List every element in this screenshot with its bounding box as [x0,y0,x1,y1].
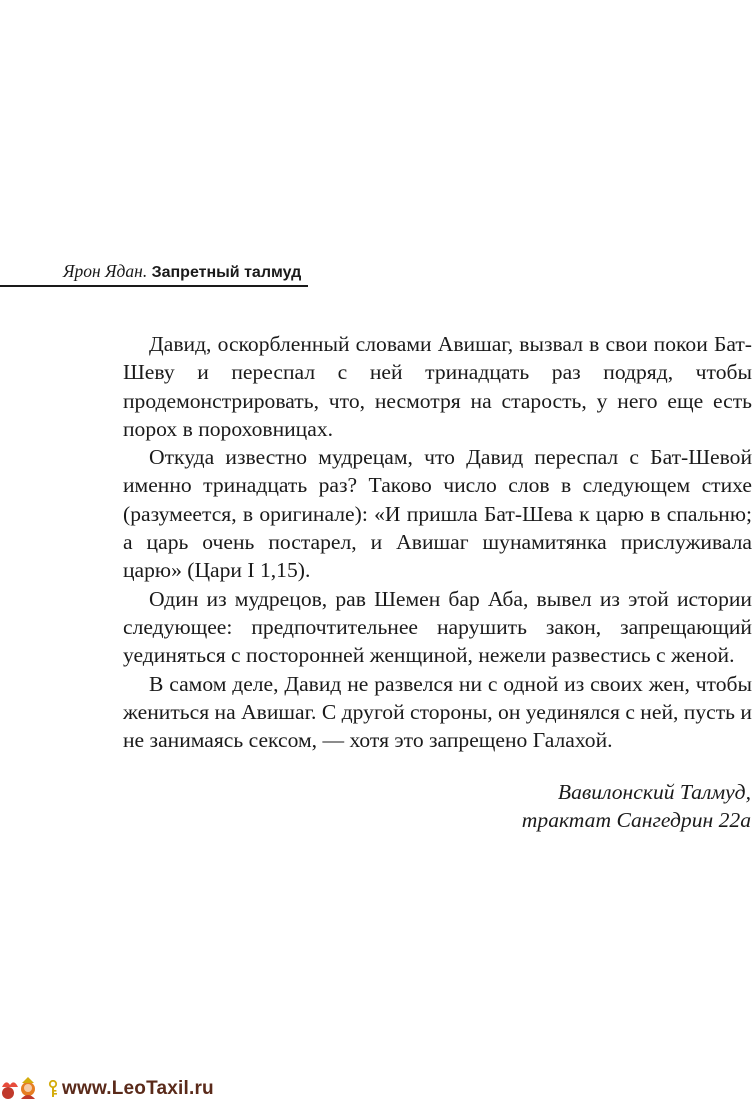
header-rule [0,285,308,287]
body-text [123,330,752,754]
jester-logo-icon [0,1077,42,1100]
paragraph: В самом деле, Давид не развелся ни с одной из своих жен, чтобы жениться на Авишаг. С другой стороны, он уединялся с ней, пусть и не занимаясь сексом, — хотя это запрещено Галахой. [123,671,752,753]
paragraph: Один из мудрецов, рав Шемен бар Аба, вывел из этой истории следующее: предпочтительнее нарушить закон, запрещающий уединяться с посторонней женщиной, нежели развестись с женой. [123,586,752,668]
source-line-2: трактат Сангедрин 22а [521,808,751,833]
footer [0,1077,260,1100]
site-link[interactable]: www.LeoTaxil.ru [62,1077,214,1099]
source-citation [522,778,751,835]
running-head [63,261,301,283]
paragraph: Давид, оскорбленный словами Авишаг, вызвал в свои покои Бат-Шеву и переспал с ней тринадцать раз подряд, чтобы продемонстрировать, что, несмотря на старость, у него еще есть порох в пороховницах. [123,332,752,441]
running-head-title: Запретный талмуд [151,264,302,281]
paragraph: Откуда известно мудрецам, что Давид переспал с Бат-Шевой именно тринадцать раз? Таково число слов в следующем стихе (разумеется, в оригинале): «И пришла Бат-Шева к царю в спальню; а царь очень постарел, и Авишаг шунамитянка прислуживала царю» (Цари I 1,15). [123,445,752,583]
source-line-1: Вавилонский Талмуд, [557,780,751,804]
running-head-author: Ярон Ядан. [63,261,148,281]
key-icon [48,1080,58,1098]
